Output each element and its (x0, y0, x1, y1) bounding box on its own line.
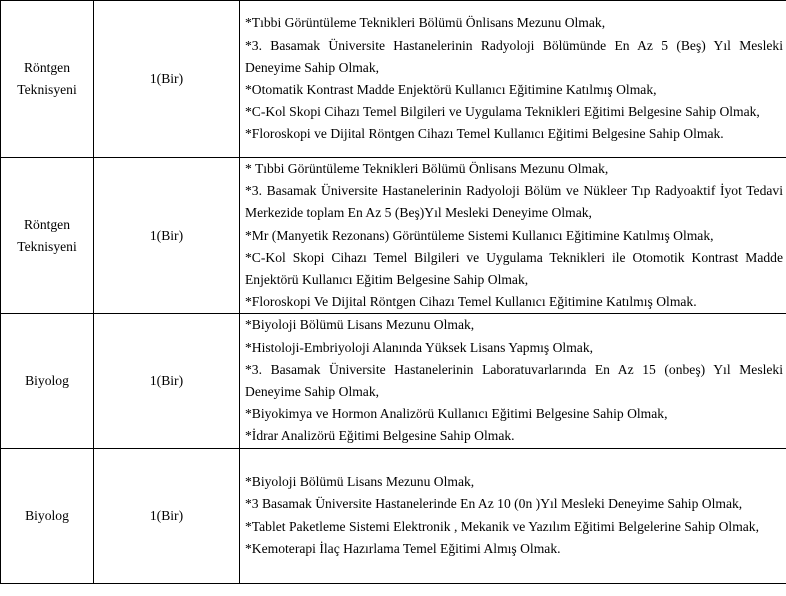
position-title: Röntgen Teknisyeni (17, 216, 77, 254)
requirement-item: *Kemoterapi İlaç Hazırlama Temel Eğitimi Almış Olmak. (245, 540, 561, 556)
requirement-item: *Biyoloji Bölümü Lisans Mezunu Olmak, (245, 474, 475, 490)
requirement-item: *3 Basamak Üniversite Hastanelerinde En Az 10 (0n )Yıl Mesleki Deneyime Sahip Olmak, (245, 496, 743, 512)
position-title-cell (1, 1, 94, 158)
requirement-item: *Floroskopi ve Dijital Röntgen Cihazı Temel Kullanıcı Eğitimi Belgesine Sahip Olmak. (245, 126, 724, 142)
requirement-item: *C-Kol Skopi Cihazı Temel Bilgileri ve Uygulama Teknikleri Eğitimi Belgesine Sahip Olmak, (245, 104, 760, 120)
requirements-cell (240, 448, 786, 583)
table-row (1, 314, 786, 448)
position-count: 1(Bir) (149, 507, 184, 523)
position-count-cell (94, 158, 240, 314)
requirement-item: *Tıbbi Görüntüleme Teknikleri Bölümü Önlisans Mezunu Olmak, (245, 15, 606, 31)
table-row (1, 448, 786, 583)
position-title: Röntgen Teknisyeni (17, 59, 77, 97)
position-title-cell (1, 448, 94, 583)
requirement-item: *Floroskopi Ve Dijital Röntgen Cihazı Temel Kullanıcı Eğitimine Katılmış Olmak. (245, 294, 697, 310)
requirement-item: *Biyokimya ve Hormon Analizörü Kullanıcı Eğitimi Belgesine Sahip Olmak, (245, 406, 668, 422)
requirement-item: * Tıbbi Görüntüleme Teknikleri Bölümü Önlisans Mezunu Olmak, (245, 161, 609, 176)
table-row (1, 158, 786, 314)
requirement-item: *3. Basamak Üniversite Hastanelerinin Laboratuvarlarında En Az 15 (onbeş) Yıl Mesleki Deneyime Sahip Olmak, (245, 361, 783, 400)
requirement-item: *Tablet Paketleme Sistemi Elektronik , Mekanik ve Yazılım Eğitimi Belgelerine Sahip Olmak, (245, 518, 760, 534)
position-title: Biyolog (25, 372, 69, 388)
requirement-item: *C-Kol Skopi Cihazı Temel Bilgileri ve Uygulama Teknikleri ile Otomotik Kontrast Madde Enjektörü Kullanıcı Eğitim Belgesine Sahip Olmak, (245, 249, 783, 288)
requirements-cell (240, 158, 786, 314)
requirement-item: *3. Basamak Üniversite Hastanelerinin Radyoloji Bölümünde En Az 5 (Beş) Yıl Mesleki Deneyime Sahip Olmak, (245, 37, 783, 75)
position-count-cell (94, 314, 240, 448)
requirement-item: *Histoloji-Embriyoloji Alanında Yüksek Lisans Yapmış Olmak, (245, 339, 594, 355)
position-count: 1(Bir) (149, 70, 184, 86)
position-count: 1(Bir) (149, 227, 184, 243)
requirement-item: *Otomatik Kontrast Madde Enjektörü Kullanıcı Eğitimine Katılmış Olmak, (245, 82, 657, 97)
requirements-cell (240, 314, 786, 448)
position-title-cell (1, 158, 94, 314)
table-row (1, 1, 786, 158)
position-count: 1(Bir) (149, 372, 184, 388)
requirement-item: *Biyoloji Bölümü Lisans Mezunu Olmak, (245, 317, 475, 333)
requirement-item: *3. Basamak Üniversite Hastanelerinin Radyoloji Bölüm ve Nükleer Tıp Radyoaktif İyot Tedavi Merkezide toplam En Az 5 (Beş)Yıl Mesleki Deneyime Olmak, (245, 183, 783, 221)
requirement-item: *Mr (Manyetik Rezonans) Görüntüleme Sistemi Kullanıcı Eğitimine Katılmış Olmak, (245, 227, 714, 243)
requirements-cell (240, 1, 786, 158)
requirement-item: *İdrar Analizörü Eğitimi Belgesine Sahip Olmak. (245, 428, 515, 444)
position-title-cell (1, 314, 94, 448)
position-count-cell (94, 1, 240, 158)
position-count-cell (94, 448, 240, 583)
position-title: Biyolog (25, 507, 69, 523)
